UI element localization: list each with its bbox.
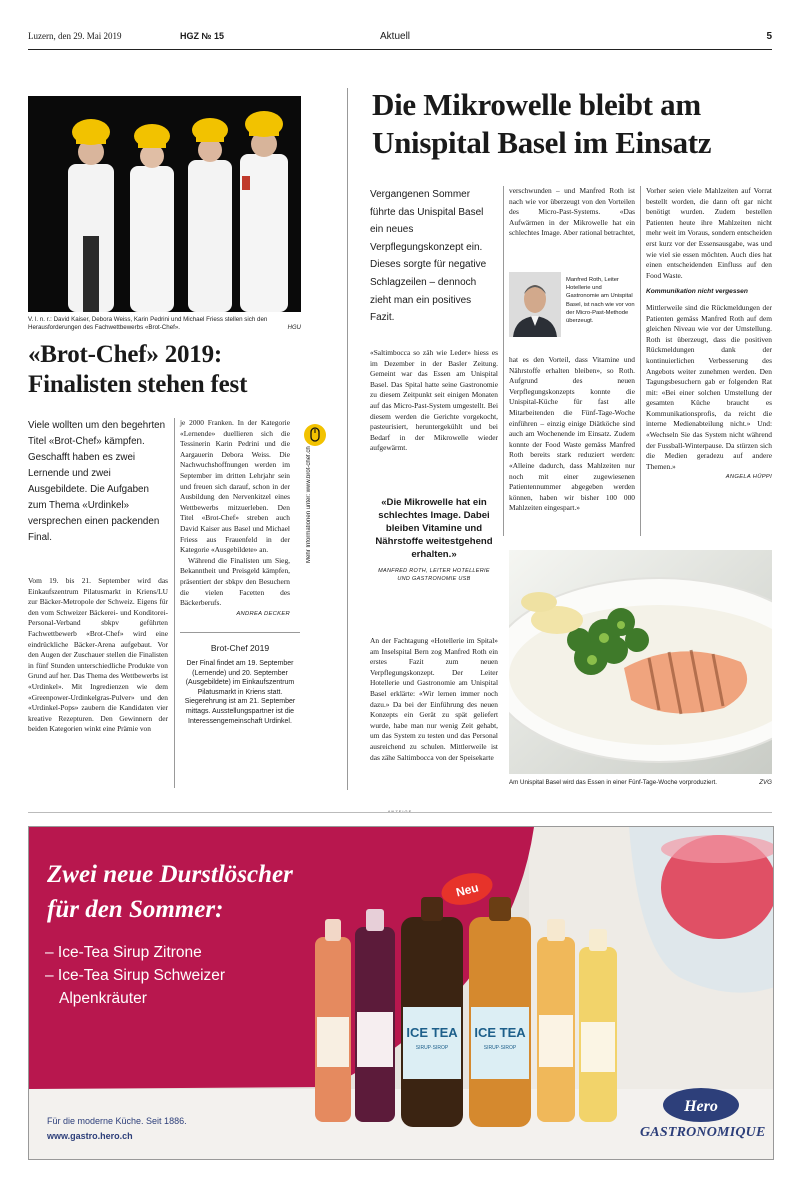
food-caption-text: Am Unispital Basel wird das Essen in einer Fünf-Tage-Woche vorproduziert. <box>509 779 717 786</box>
ad-product-list <box>45 941 325 1010</box>
bottle-label-1: ICE TEA <box>406 1025 458 1040</box>
left-lead: Viele wollten um den begehrten Titel «Brot-Chef» kämpfen. Geschafft haben es zwei Lernende und zwei Ausgebildete. Die Aufgaben zum Thema «Urdinkel» versprechen einen packenden Final. <box>28 420 166 543</box>
ad-title-line1: Zwei neue Durstlöscher <box>47 861 293 888</box>
right-author: ANGELA HÜPPI <box>725 474 772 481</box>
infobox-title: Brot-Chef 2019 <box>210 643 270 653</box>
ad-label: ANZEIGE <box>387 809 413 814</box>
pull-quote <box>372 496 496 583</box>
portrait-photo <box>509 272 561 337</box>
ad-tagline: Für die moderne Küche. Seit 1886. <box>47 1116 187 1126</box>
left-headline: «Brot-Chef» 2019: Finalisten stehen fest <box>28 341 248 398</box>
header-page-number: 5 <box>766 31 772 42</box>
header-issue: HGZ № 15 <box>180 31 225 41</box>
advertisement[interactable] <box>28 826 774 1160</box>
quote-author: MANFRED ROTH, LEITER HOTELLERIE UND GASTRONOMIE USB <box>378 568 490 582</box>
ad-title <box>47 857 347 927</box>
food-photo <box>509 550 772 774</box>
new-badge: Neu <box>454 880 480 900</box>
ad-rule <box>28 812 772 813</box>
header-rule <box>28 49 772 50</box>
ad-item-2: – Ice-Tea Sirup Schweizer <box>45 967 226 984</box>
ad-item-2b: Alpenkräuter <box>59 990 147 1007</box>
left-body-para2: Während die Finalisten um Sieg, Bekanntheit und Preisgeld kämpfen, präsentiert der sbkpv den Besuchern die vielen Facetten des Bäckerberufs. <box>180 555 290 608</box>
food-caption <box>509 779 772 786</box>
ad-item-1: – Ice-Tea Sirup Zitrone <box>45 944 202 961</box>
left-body-col2 <box>180 418 290 619</box>
right-body-col3 <box>646 186 772 483</box>
page-header <box>28 31 772 45</box>
right-body-col2-cont: hat es den Vorteil, dass Vitamine und Nährstoffe erhalten bleiben», so Roth. Aufgrund des neuen Verpflegungskonzepts konnte die Unispital-Küche für fast alle Mitarbeitenden die Fünf-Tage-Woche einführen – einzig einige Diätköche sind auch am Wochenende im Einsatz. Zudem konnte der Food Waste gemäss Manfred Roth bereits stark reduziert werden: «Alleine dadurch, dass Mahlzeiten nur noch mit einer zugewiesenen Patientennummer abgegeben werden können, haben wir bisher 100 000 Mahlzeiten eingespart.» <box>509 355 635 513</box>
mouse-icon <box>304 424 326 446</box>
hero-logo[interactable] <box>640 1081 766 1151</box>
bottle-sublabel-2: SIRUP·SIROP <box>483 1045 517 1051</box>
header-section: Aktuell <box>380 31 411 42</box>
article-divider <box>347 88 348 790</box>
infobox-body: Der Final findet am 19. September (Lernende) und 20. September (Ausgebildete) im Einkaufszentrum Pilatusmarkt in Kriens statt. Siegerehrung ist am 21. September mittags. Ausstellungspartner ist die Interessengemeinschaft Urdinkel. <box>184 660 296 725</box>
right-lead: Vergangenen Sommer führte das Unispital Basel ein neues Verpflegungskonzept ein. Dieses sorgte für negative Schlagzeilen – dennoch zieht man ein positives Fazit. <box>370 189 487 324</box>
left-author: ANDREA DECKER <box>236 610 290 617</box>
col3-para1: Vorher seien viele Mahlzeiten auf Vorrat bestellt worden, die dann oft gar nicht benötigt wurden. Zudem bestellen Patienten heute ihre Mahlzeiten nicht mehr weit im Voraus, sondern entscheiden erst kurz vor der Essensausgabe, was und wie viel sie essen möchten. Auch dies hat einen entscheidenden Einfluss auf den Food Waste. <box>646 186 772 280</box>
chefs-photo <box>28 96 301 312</box>
column-rule <box>640 186 641 536</box>
subheading: Kommunikation nicht vergessen <box>646 288 748 296</box>
column-rule <box>503 186 504 536</box>
bottle-label-2: ICE TEA <box>474 1025 526 1040</box>
left-body-col1: Vom 19. bis 21. September wird das Einkaufszentrum Pilatusmarkt in Kriens/LU zur Bäcker-Metropole der Schweiz. Eigens für den vom Schweizer Bäckerei- und Konditorei-Personal-Verband sbkpv geführten Fachwettbewerb «Brot-Chef» wird eine eindrückliche Bäcker-Arena aufgebaut. Vor den Augen der Zuschauer stellen die Finalisten in fünf Stunden unterschiedliche Produkte von Grund auf her. Das Thema des Wettbewerbs ist «Urdinkel». Mit Ingredienzen wie dem «Greenpower-Urdinkelgras-Pulver» und den «Urdinkel-Pops» zaubern die Kandidaten vier kreative Rezepturen. Den Gewinnern der beiden Kategorien winkt eine Prämie von <box>28 576 168 734</box>
photo-caption <box>28 316 301 332</box>
photo-credit: HGU <box>287 325 301 331</box>
right-body-col2: verschwunden – und Manfred Roth ist nach wie vor überzeugt von den Vorteilen des Micro-Past-Systems. «Das Aufwärmen in der Mikrowelle hat ein schlechtes Image. Aber rational betrachtet, <box>509 186 635 238</box>
ad-title-line2: für den Sommer: <box>47 896 224 923</box>
food-credit: ZVG <box>759 779 772 786</box>
column-rule <box>174 418 175 788</box>
more-info-link[interactable]: Mehr Informationen unter: www.brot-chef.ch <box>306 446 312 563</box>
col3-para2: Mittlerweile sind die Rückmeldungen der Patienten gemäss Manfred Roth auf dem gleichen Niveau wie vor der Umstellung. Roth ist überzeugt, dass die positiven Rückmeldungen dank der kontinuierlichen Verbesserung des Angebots weiter zunehmen werden. Den Tagungsbesuchern gab er folgenden Rat mit: «Bei einer solchen Umstellung der gesamten Küche braucht es Kommunikationsprofis, da reicht die interne Medienabteilung nicht.» Und: «Wechseln Sie das System nicht während der Fussball-Winterpause. Da stürzen sich die Medien geradezu auf andere Themen.» <box>646 302 772 471</box>
portrait-caption: Manfred Roth, Leiter Hotellerie und Gastronomie am Unispital Basel, ist nach wie vor von der Micro-Past-Methode überzeugt. <box>566 277 635 325</box>
hero-logo-text: Hero <box>684 1098 718 1115</box>
ad-url[interactable]: www.gastro.hero.ch <box>47 1131 133 1141</box>
right-body-col1-cont: An der Fachtagung «Hotellerie im Spital» am Inselspital Bern zog Manfred Roth ein erstes Fazit zum neuen Verpflegungskonzept. Der Leiter Hotellerie und Gastronomie am Unispital Basel erklärte: «Wir lernen immer noch dazu.» Da bei der Einführung des neuen Konzepts ein Gerät zu spät geliefert wurde, habe man nur wenig Zeit gehabt, um das System zu testen und das Personal ausreichend zu schulen. Mittlerweile ist das zähe Saltimbocca von der Speisekarte <box>370 636 498 762</box>
right-headline: Die Mikrowelle bleibt am Unispital Basel im Einsatz <box>372 87 712 160</box>
hero-logo-sub: GASTRONOMIQUE <box>640 1125 766 1140</box>
info-box <box>180 632 300 726</box>
caption-text: V. l. n. r.: David Kaiser, Debora Weiss, Karin Pedrini und Michael Friess stellen sich den Herausforderungen des Fachwettbewerbs «Brot-Chef». <box>28 316 268 331</box>
left-body-para1: je 2000 Franken. In der Kategorie «Lernende» duellieren sich die Tessinerin Karin Pedrini und die Aargauerin Debora Weiss. Die Nachwuchshoffnungen werden im September im dritten Lehrjahr sein und freuen sich darauf, schon in der Ausbildung den Nervenkitzel eines Wettbewerbs mitzuerleben. Den Titel «Brot-Chef» streben auch David Kaiser aus Basel und Michael Friess aus Frauenfeld in der Kategorie «Ausgebildete» an. <box>180 418 290 555</box>
header-date: Luzern, den 29. Mai 2019 <box>28 31 122 41</box>
bottle-sublabel-1: SIRUP·SIROP <box>415 1045 449 1051</box>
quote-text: «Die Mikrowelle hat ein schlechtes Image. Dabei bleiben Vitamine und Nährstoffe weitestgehend erhalten.» <box>375 497 493 560</box>
right-body-col1: «Saltimbocca so zäh wie Leder» hiess es im Dezember in der Basler Zeitung. Gemeint war das Essen am Unispital Basel. Das Spital hatte seine Gastronomie zu diesem Zeitpunkt seit einigen Monaten auf das Micro-Past-System umgestellt. Bei diesem werden die Gerichte vorgekocht, pasteurisiert, heruntergekühlt und bei Bedarf in der Mikrowelle wieder aufgewärmt. <box>370 348 498 453</box>
